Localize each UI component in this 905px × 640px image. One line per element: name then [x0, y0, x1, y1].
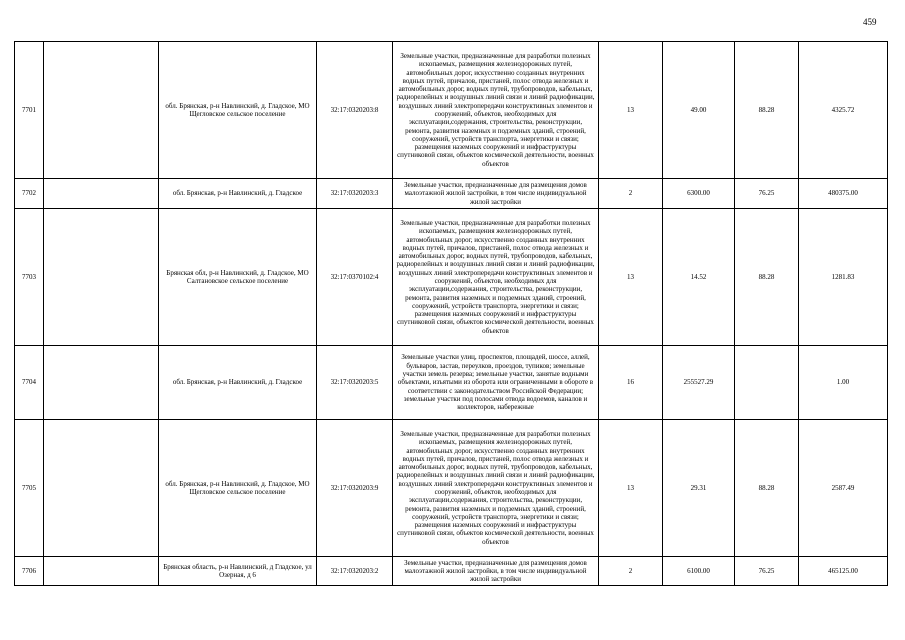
- cadastral-value-cell: 2587.49: [799, 420, 888, 557]
- area-cell: 6100.00: [663, 557, 735, 586]
- land-use-cell: Земельные участки, предназначенные для размещения домов малоэтажной жилой застройки, в том числе индивидуальной жилой застройки: [393, 179, 599, 209]
- cadastral-value-cell: 1.00: [799, 346, 888, 420]
- cadastral-value-cell: 480375.00: [799, 179, 888, 209]
- address-cell: обл. Брянская, р-н Навлинский, д. Гладское: [159, 346, 317, 420]
- cadastral-value-cell: 1281.83: [799, 209, 888, 346]
- use-group-cell: 16: [599, 346, 663, 420]
- area-cell: 29.31: [663, 420, 735, 557]
- address-cell: обл. Брянская, р-н Навлинский, д. Гладское: [159, 179, 317, 209]
- land-use-cell: Земельные участки, предназначенные для разработки полезных ископаемых, размещения железнодорожных путей, автомобильных дорог, искусственно созданных внутренних водных путей, причалов, пристаней, полос отвода железных и автомобильных дорог, водных путей, трубопроводов, кабельных, радиорелейных и воздушных линий связи и линий радиофикации, воздушных линий электропередачи конструктивных элементов и сооружений, объектов, необходимых для эксплуатации,содержания, строительства, реконструкции, ремонта, развития наземных и подземных зданий, строений, сооружений, устройств транспорта, энергетики и связи; размещения наземных сооружений и инфраструктуры спутниковой связи, объектов космической деятельности, военных объектов: [393, 209, 599, 346]
- empty-cell: [44, 346, 159, 420]
- table-row: [15, 209, 888, 346]
- empty-cell: [44, 557, 159, 586]
- address-cell: обл. Брянская, р-н Навлинский, д. Гладское, МО Щегловское сельское поселение: [159, 42, 317, 179]
- area-cell: 14.52: [663, 209, 735, 346]
- cadastral-number-cell: 32:17:0320203:3: [317, 179, 393, 209]
- area-cell: 255527.29: [663, 346, 735, 420]
- use-group-cell: 13: [599, 420, 663, 557]
- address-cell: Брянская обл, р-н Навлинский, д. Гладское, МО Салтановское сельское поселение: [159, 209, 317, 346]
- specific-value-cell: [735, 346, 799, 420]
- empty-cell: [44, 420, 159, 557]
- use-group-cell: 2: [599, 179, 663, 209]
- table-row: [15, 346, 888, 420]
- cadastral-number-cell: 32:17:0370102:4: [317, 209, 393, 346]
- land-use-cell: Земельные участки улиц, проспектов, площадей, шоссе, аллей, бульваров, застав, переулков, проездов, тупиков; земельные участки земель резерва; земельные участки, занятые водными объектами, изъятыми из оборота или ограниченными в обороте в соответствии с законодательством Российской Федерации; земельные участки под полосами отвода водоемов, каналов и коллекторов, набережные: [393, 346, 599, 420]
- row-id: 7703: [15, 209, 44, 346]
- area-cell: 6300.00: [663, 179, 735, 209]
- cadastral-value-cell: 4325.72: [799, 42, 888, 179]
- specific-value-cell: 76.25: [735, 179, 799, 209]
- cadastral-number-cell: 32:17:0320203:8: [317, 42, 393, 179]
- page-number: 459: [863, 17, 877, 27]
- table-row: [15, 420, 888, 557]
- specific-value-cell: 76.25: [735, 557, 799, 586]
- row-id: 7704: [15, 346, 44, 420]
- row-id: 7701: [15, 42, 44, 179]
- address-cell: Брянская область, р-н Навлинский, д Гладское, ул Озерная, д 6: [159, 557, 317, 586]
- specific-value-cell: 88.28: [735, 209, 799, 346]
- cadastral-number-cell: 32:17:0320203:2: [317, 557, 393, 586]
- use-group-cell: 13: [599, 209, 663, 346]
- address-cell: обл. Брянская, р-н Навлинский, д. Гладское, МО Щегловское сельское поселение: [159, 420, 317, 557]
- specific-value-cell: 88.28: [735, 420, 799, 557]
- specific-value-cell: 88.28: [735, 42, 799, 179]
- row-id: 7705: [15, 420, 44, 557]
- table-row: [15, 179, 888, 209]
- table-row: [15, 557, 888, 586]
- land-use-cell: Земельные участки, предназначенные для разработки полезных ископаемых, размещения железнодорожных путей, автомобильных дорог, искусственно созданных внутренних водных путей, причалов, пристаней, полос отвода железных и автомобильных дорог, водных путей, трубопроводов, кабельных, радиорелейных и воздушных линий связи и линий радиофикации, воздушных линий электропередачи конструктивных элементов и сооружений, объектов, необходимых для эксплуатации,содержания, строительства, реконструкции, ремонта, развития наземных и подземных зданий, строений, сооружений, устройств транспорта, энергетики и связи; размещения наземных сооружений и инфраструктуры спутниковой связи, объектов космической деятельности, военных объектов: [393, 42, 599, 179]
- cadastral-number-cell: 32:17:0320203:5: [317, 346, 393, 420]
- use-group-cell: 13: [599, 42, 663, 179]
- empty-cell: [44, 209, 159, 346]
- table-row: [15, 42, 888, 179]
- row-id: 7706: [15, 557, 44, 586]
- empty-cell: [44, 42, 159, 179]
- cadastral-value-cell: 465125.00: [799, 557, 888, 586]
- land-use-cell: Земельные участки, предназначенные для разработки полезных ископаемых, размещения железнодорожных путей, автомобильных дорог, искусственно созданных внутренних водных путей, причалов, пристаней, полос отвода железных и автомобильных дорог, водных путей, трубопроводов, кабельных, радиорелейных и воздушных линий связи и линий радиофикации, воздушных линий электропередачи конструктивных элементов и сооружений, объектов, необходимых для эксплуатации,содержания, строительства, реконструкции, ремонта, развития наземных и подземных зданий, строений, сооружений, устройств транспорта, энергетики и связи; размещения наземных сооружений и инфраструктуры спутниковой связи, объектов космической деятельности, военных объектов: [393, 420, 599, 557]
- row-id: 7702: [15, 179, 44, 209]
- land-registry-table: [14, 41, 888, 586]
- empty-cell: [44, 179, 159, 209]
- cadastral-number-cell: 32:17:0320203:9: [317, 420, 393, 557]
- area-cell: 49.00: [663, 42, 735, 179]
- use-group-cell: 2: [599, 557, 663, 586]
- land-use-cell: Земельные участки, предназначенные для размещения домов малоэтажной жилой застройки, в том числе индивидуальной жилой застройки: [393, 557, 599, 586]
